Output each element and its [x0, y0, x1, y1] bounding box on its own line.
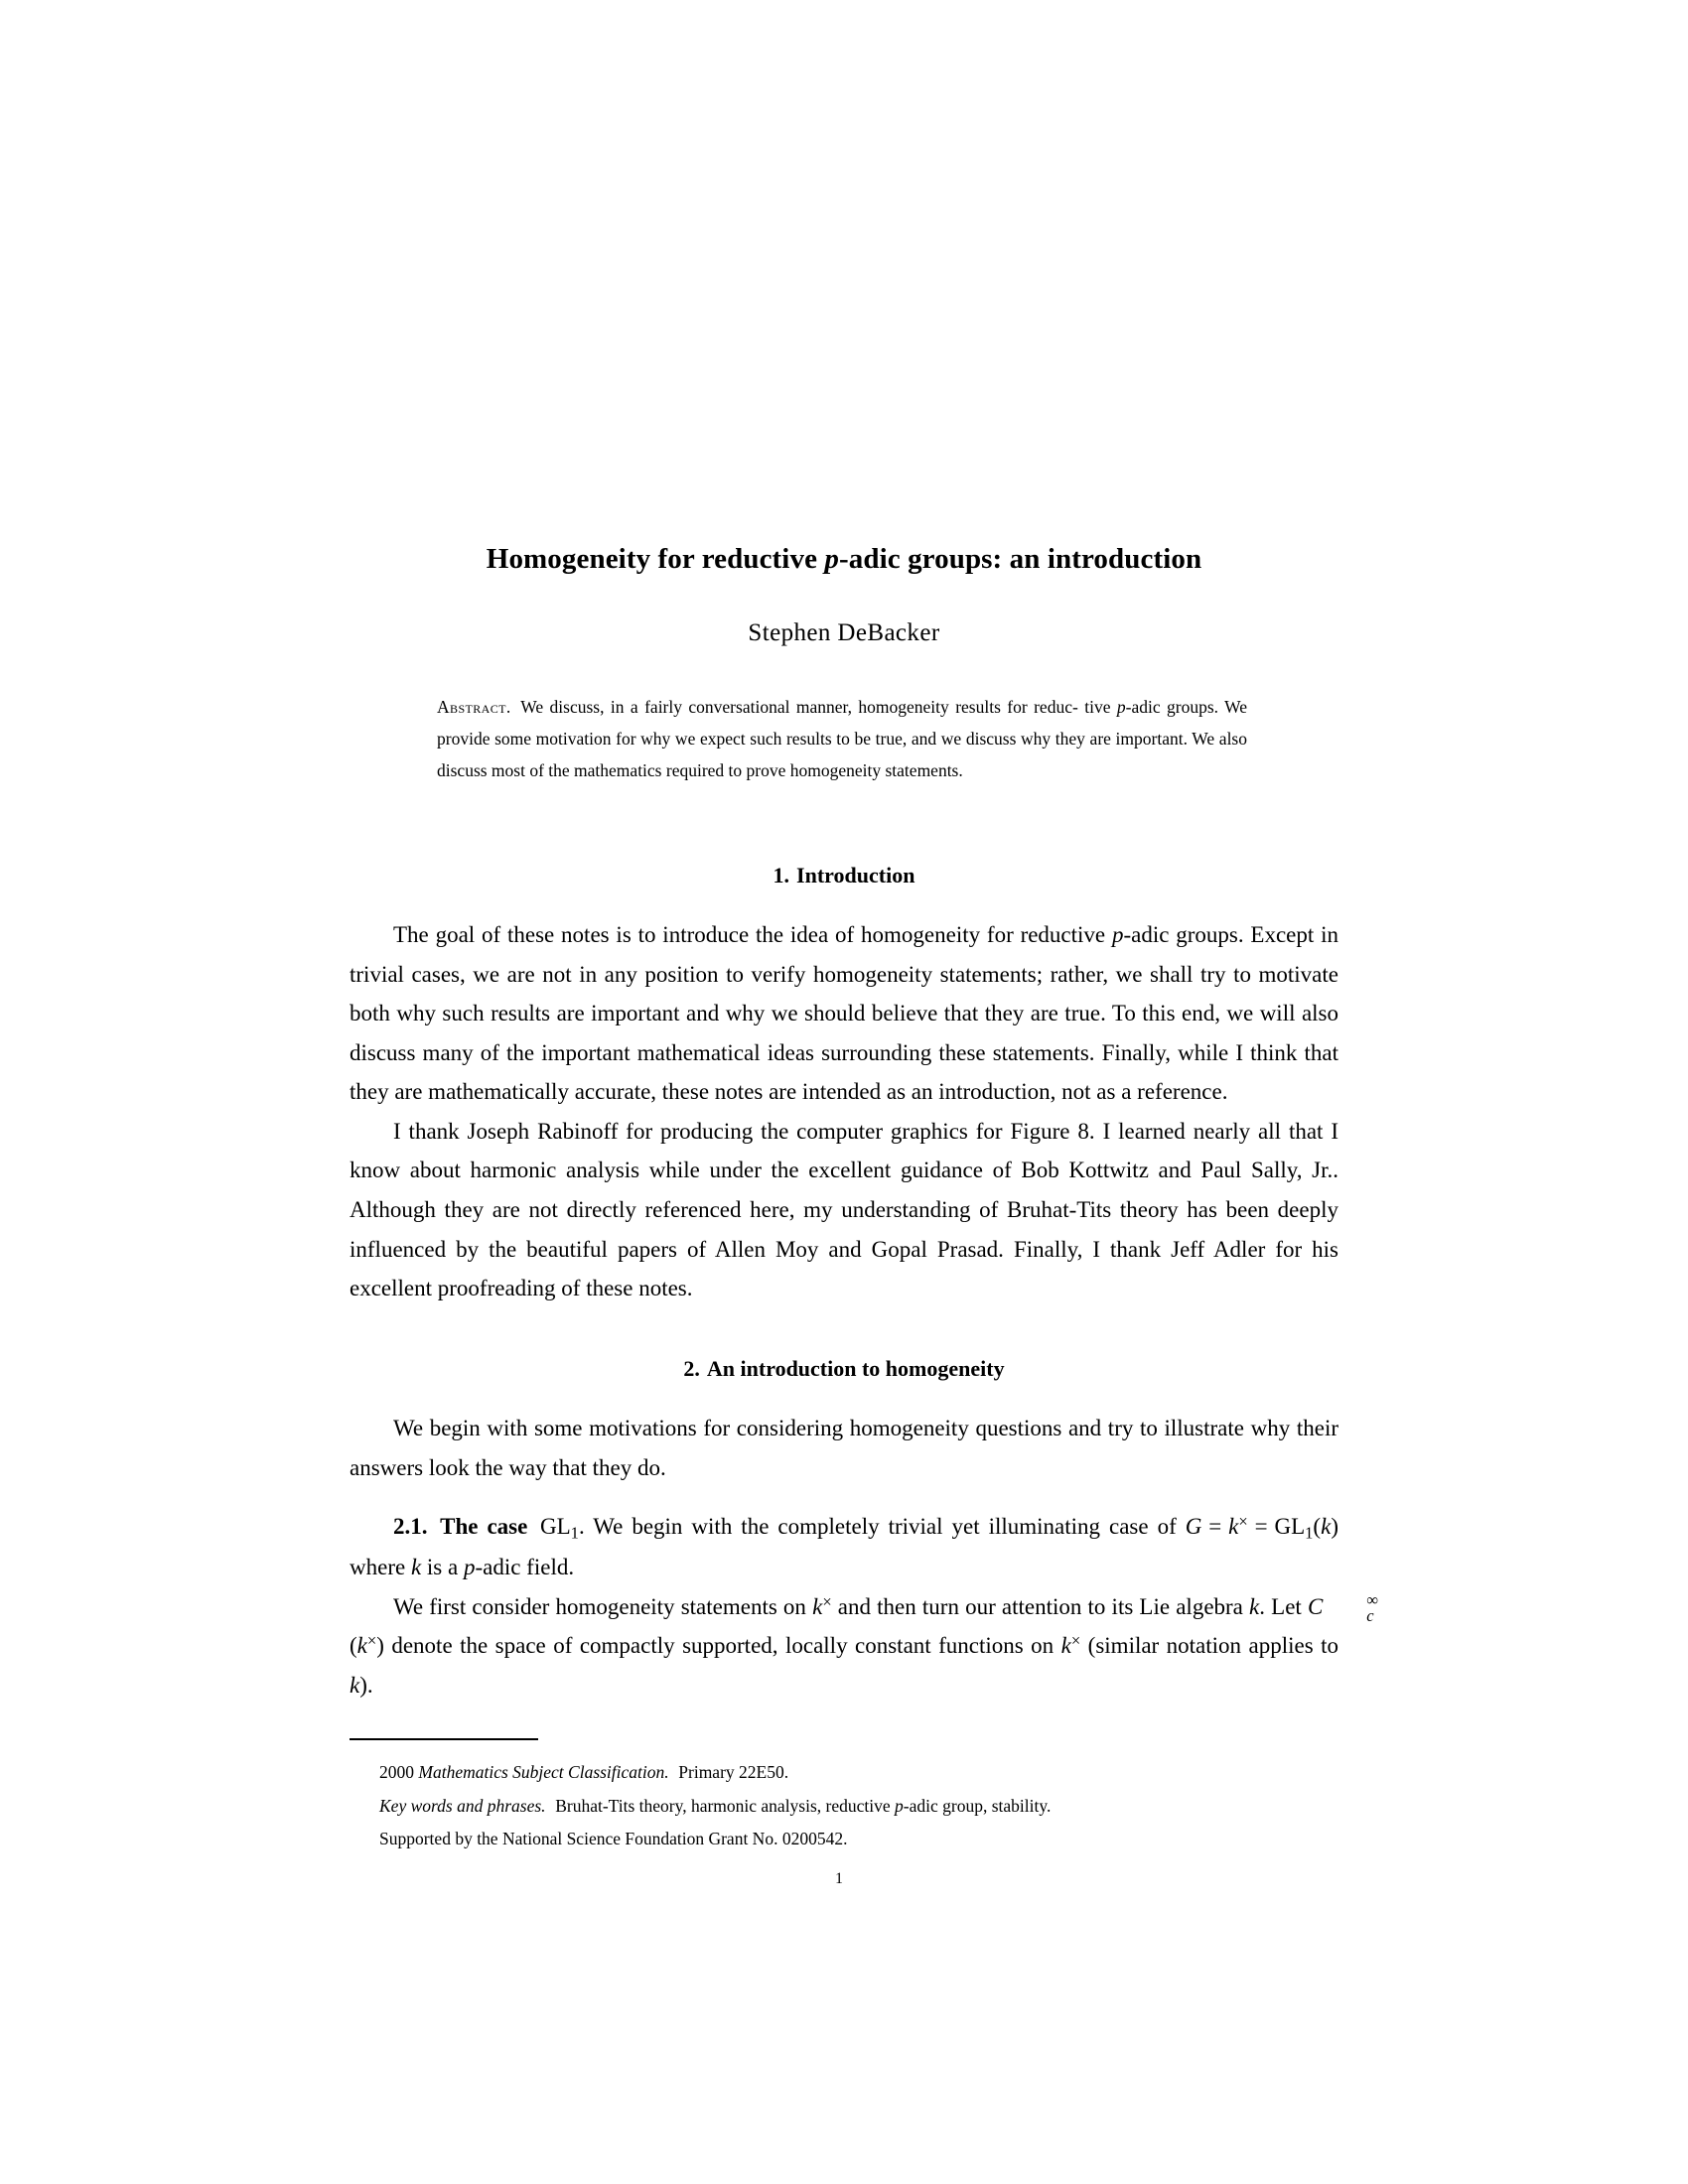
footnote-keywords-math-p: p — [895, 1795, 904, 1816]
page-content-column — [350, 0, 1379, 1888]
subsection-2-1-paragraph: 2.1. The case $GL_1$. We begin with the completely trivial yet illuminating case of $G = k^\times = GL_1(k)$ where k is a p-adic field. — [350, 1512, 1338, 1580]
page-title — [350, 541, 1338, 577]
s21-math-k: k — [410, 1555, 422, 1580]
eq-GL-subscript: 1 — [1305, 1523, 1314, 1543]
section-2-paragraph-1: We begin with some motivations for considering homogeneity questions and try to illustrate why their answers look the way that they do. — [350, 1416, 1338, 1480]
s21p2-times-3: × — [1070, 1631, 1081, 1651]
author-name: Stephen DeBacker — [748, 619, 940, 647]
section-1-wrapper — [350, 863, 1338, 888]
footnote-msc-value: Primary 22E50. — [678, 1762, 789, 1783]
footnote-funding: Supported by the National Science Foundation Grant No. 0200542. — [379, 1829, 848, 1849]
subsection-2-1-math-GL-subscript: 1 — [570, 1523, 579, 1543]
footnote-msc — [379, 1756, 1338, 1790]
footnote-keywords-b: -adic group, stability. — [903, 1795, 1052, 1816]
section-1-paragraph-2: I thank Joseph Rabinoff for producing the computer graphics for Figure 8. I learned nearly all that I know about harmonic analysis while under the excellent guidance of Bob Kottwitz and Paul Sally, Jr.. Although they are not directly referenced here, my understanding of Bruhat-Tits theory has been deeply influenced by the beautiful papers of Allen Moy and Gopal Prasad. Finally, I thank Jeff Adler for his excellent proofreading of these notes. — [350, 1118, 1338, 1301]
footnote-block — [350, 1756, 1338, 1856]
eq-paren-open: ( — [1313, 1514, 1322, 1540]
section-1-paragraph-1 — [350, 915, 1338, 1112]
eq-G: G — [1185, 1514, 1202, 1540]
footnote-keywords-a: Bruhat-Tits theory, harmonic analysis, reductive — [555, 1795, 896, 1816]
subsection-2-1-number: 2.1. — [393, 1514, 428, 1540]
s21p2-k-3: k — [356, 1633, 367, 1659]
subsection-2-1-paragraph-2: We first consider homogeneity statements on k× and then turn our attention to its Lie algebra k. Let C ∞ c (k×) denote the space of compactly supported, locally constant functions on k× (similar notation applies to k). — [350, 1589, 1379, 1698]
s21p2-paren-open: ( — [350, 1633, 357, 1659]
eq-GL: GL — [1274, 1514, 1306, 1540]
subsection-2-1-math-GL: GL — [539, 1514, 571, 1540]
footnote-msc-year: 2000 — [379, 1762, 419, 1783]
s21p2-3: . Let — [1259, 1593, 1308, 1619]
s21p2-5: ) denote the space of compactly supported, locally constant functions on — [376, 1633, 1061, 1659]
footnote-msc-label: Mathematics Subject Classification. — [418, 1762, 669, 1783]
s21p2-2: and then turn our attention to its Lie algebra — [831, 1593, 1250, 1619]
s21p2-k-4: k — [1060, 1633, 1071, 1659]
eq-equals-1: = — [1208, 1514, 1222, 1540]
s21-para-b-1: where — [350, 1555, 411, 1580]
eq-k-2: k — [1321, 1514, 1332, 1540]
s1p1-part-b: -adic groups. Except in trivial cases, we are not in any position to verify homogeneity statements; rather, we shall try to motivate both why such results are important and why we should believe that they are true. To this end, we will also discuss many of the important mathematical ideas surrounding these statements. Finally, while I think that they are mathematically accurate, these notes are intended as an introduction, not as a reference. — [350, 922, 1338, 1105]
s21p2-7: ). — [359, 1672, 373, 1698]
footnote-separator-rule — [350, 1738, 538, 1740]
s21p2-times-2: × — [366, 1631, 377, 1651]
subsection-2-1-heading-text: The case — [440, 1514, 528, 1540]
page-number: 1 — [835, 1869, 843, 1887]
abstract-block — [437, 692, 1247, 787]
eq-times-superscript-1: × — [1238, 1512, 1248, 1532]
footnote-keywords — [379, 1790, 1338, 1824]
s21-para-b-2: is a — [421, 1555, 464, 1580]
s21p2-1: We first consider homogeneity statements on — [393, 1593, 813, 1619]
abstract-line2-pre: tive — [1084, 697, 1117, 718]
s21p2-k-2: k — [1249, 1593, 1260, 1619]
section-1-number: 1. — [773, 862, 790, 887]
footnote-keywords-label: Key words and phrases. — [379, 1795, 546, 1816]
abstract-math-p: p — [1116, 697, 1126, 718]
s21p2-C: C — [1307, 1593, 1324, 1619]
abstract-line2-post: -adic groups. We provide some motivation for why we expect such results to be true, and we discuss why they are important. We also discuss most of the mathematics required to prove homogeneity statements. — [437, 697, 1247, 780]
section-1-heading — [350, 863, 1338, 888]
s21-para-b-3: -adic field. — [475, 1555, 575, 1580]
eq-equals-2: = — [1254, 1514, 1268, 1540]
section-2-title: An introduction to homogeneity — [706, 1355, 1005, 1381]
s21-math-p: p — [463, 1555, 476, 1580]
abstract-label: Abstract . — [437, 697, 511, 717]
abstract-line1: We discuss, in a fairly conversational manner, homogeneity results for reduc- — [520, 697, 1078, 718]
s21p2-k-1: k — [812, 1593, 823, 1619]
s21p2-times-1: × — [822, 1591, 832, 1611]
section-2-heading — [350, 1356, 1338, 1382]
section-2-number: 2. — [683, 1355, 700, 1381]
eq-paren-close: ) — [1331, 1514, 1338, 1540]
section-2-wrapper — [350, 1356, 1338, 1382]
title-prefix: Homogeneity for reductive — [486, 543, 825, 575]
title-math-variable: p — [824, 543, 839, 575]
s1p1-math-p: p — [1111, 922, 1124, 948]
s21-para-a: We begin with the completely trivial yet illuminating case of — [593, 1514, 1186, 1540]
eq-k-1: k — [1228, 1514, 1239, 1540]
s21p2-6: (similar notation applies to — [1080, 1633, 1338, 1659]
s1p1-part-a: The goal of these notes is to introduce the idea of homogeneity for reductive — [393, 922, 1112, 948]
title-suffix: -adic groups: an introduction — [839, 543, 1202, 575]
section-1-title: Introduction — [796, 862, 915, 887]
s21p2-k-5: k — [350, 1672, 360, 1698]
